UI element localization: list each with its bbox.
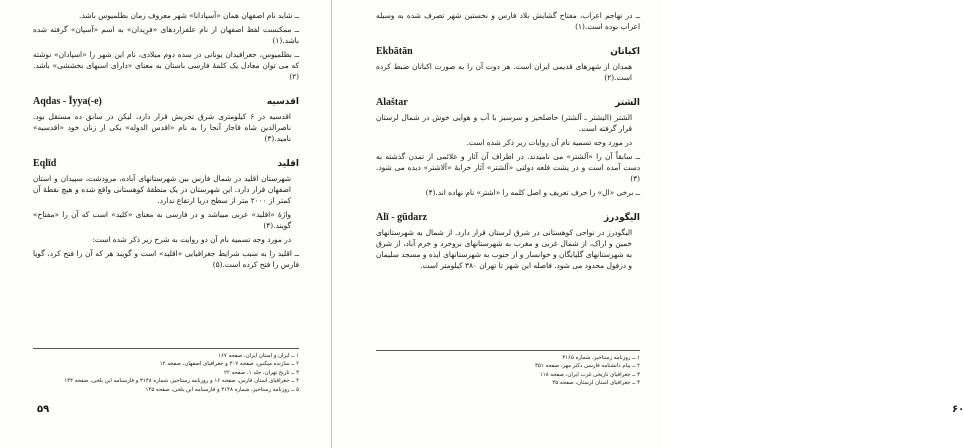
page-number: ۶۰ — [952, 404, 964, 415]
footnote: ۴ ــ جغرافیای استان فارس، صفحه ۱۶ و روزنامه رستاخیز، شماره ۳۱۴۸ و فارسنامه ابن بلخی، صفحه ۱۴۴ — [64, 378, 299, 385]
entry-paragraph: شهرستان اقلید در شمال فارس بین شهرستانهای آباده، مرودشت، سپیدان و استان اصفهان قرار دارد. این شهرستان در یک منطقهٔ کوهستانی واقع شده و هیچ نقطهٔ آن کمتر از ۲۰۰۰ متر از سطح دریا ارتفاع ندارد. — [33, 174, 291, 205]
entry-paragraph: ــ سابقاً آن را «آلشتر» می نامیدند. در اطراف آن آثار و علائمی از تمدن گذشته به دست آمده است و در پشت قلعه دولتی «آلشتر» آثار خرابهٔ «آلاشتر» دیده می شود.(۳) — [376, 152, 640, 183]
entry-paragraph: الیگودرز در نواحی کوهستانی در شرق لرستان قرار دارد. از شمال به شهرستانهای خمین و اراک، از شمال غربی و مغرب به شهرستانهای بروجرد و خرم آباد، از شرق به شهرستانهای گلپایگان و خوانسار و از جنوب به شهرستانهای ایذه و مسجد سلیمان و دزفول محدود می شود. فاصله این شهر تا تهران ۳۸۰ کیلومتر است. — [376, 228, 632, 270]
footnote: ۱ ــ روزنامه رستاخیز، شماره ۳۱۶۵ — [562, 355, 640, 361]
entry-latin-title: Alaštar — [376, 97, 408, 108]
entry-latin-title: Aqdas - Īyya(-e) — [33, 96, 102, 107]
intro-paragraph: ــ شاید نام اصفهان همان «آسپادانا» شهر معروف زمان بطلمیوس باشد. — [79, 11, 299, 20]
intro-paragraph: ــ بطلمیوس، جغرافیدان یونانی در سده دوم میلادی، نام این شهر را «اسپادان» نوشته که می توان معادل یک کلمهٔ فارسی باستان به معنای «دارای اسبهای بخششی» باشد.(۲) — [33, 50, 299, 81]
entry-latin-title: Ekbātān — [376, 46, 413, 57]
intro-paragraph: ــ ممکنست لفظ اصفهان از نام علفزاردهای «فرِیدان» به اسم «آسپان» گرفته شده باشد.(۱) — [33, 25, 299, 45]
entry-persian-title: اقلید — [277, 159, 299, 169]
entry-heading-alashtar — [376, 97, 640, 108]
entry-persian-title: الشتر — [615, 98, 640, 108]
entry-heading-aqdasiyya — [33, 96, 299, 107]
entry-paragraph: واژهٔ «اقلید» عربی میباشد و در فارسی به معنای «کلید» است که آن را «مفتاح» گویند.(۴) — [33, 210, 291, 230]
right-page-body — [376, 10, 640, 274]
entry-persian-title: اکباتان — [610, 47, 640, 57]
entry-paragraph: الشتر (الیشتر ـ آلشتر) حاصلخیز و سرسبز با آب و هوایی خوش در شمال لرستان قرار گرفته است. — [376, 113, 632, 133]
footnotes — [33, 348, 299, 394]
footnote: ۳ ــ جغرافیای تاریخی غرب ایران، صفحه ۱۱۸ — [539, 371, 640, 378]
entry-paragraph: ــ اقلید را به سبب شرایط جغرافیایی «اقلید» است و گویند هر که آن را فتح کرد، گویا فارس را فتح کرده است.(۵) — [33, 249, 299, 269]
entry-paragraph: اقدسیه در ۶ کیلومتری شرق تجریش قرار دارد، لیکن در سابق ده مستقل بود. ناصرالدین شاه قاجار آنجا را به نام «اقدس الدوله» یکی از زنان خود «اقدسیه» نامید.(۳) — [33, 112, 291, 143]
entry-paragraph: در مورد وجه تسمیه نام آن روایات زیر ذکر شده است. — [466, 138, 632, 147]
footnote: ۲ ــ سازنده میکنین، صفحه ۳۰۷ و جغرافیای اصفهان، صفحه ۱۲ — [159, 361, 299, 368]
intro-paragraph: ــ در تهاجم اعراب، مفتاح گشایش بلاد فارس و نخستین شهر تصرف شده به وسیله اعراب بوده است.(۱) — [376, 11, 640, 31]
left-page-body — [33, 10, 299, 273]
footnotes — [376, 350, 640, 388]
entry-latin-title: Eqlīd — [33, 158, 57, 169]
entry-heading-aligudarz — [376, 212, 640, 223]
entry-persian-title: الیگودرز — [604, 213, 640, 223]
footnote: ۵ ــ روزنامه رستاخیز، شماره ۳۱۴۸ و فارسنامه ابن بلخی، صفحه ۱۴۵ — [145, 386, 299, 393]
entry-heading-eqlid — [33, 158, 299, 169]
right-page — [332, 0, 964, 448]
footnote: ۲ ــ پیام دانشنامه فارسی دکتر مهر، صفحه ۳۵۱ — [535, 363, 640, 370]
footnote: ۳ ــ تاریخ تهران، جلد ۱، صفحه ۲۲ — [223, 369, 299, 376]
entry-paragraph: ــ برخی «ال» را حرف تعریف و اصل کلمه را «اشتر» نام نهاده اند.(۴) — [425, 188, 640, 197]
entry-latin-title: Alī - gūdarz — [376, 212, 428, 223]
entry-persian-title: اقدسیه — [266, 97, 299, 107]
entry-paragraph: همدان از شهرهای قدیمی ایران است. هر دوت آن را به صورت اکباتان ضبط کرده است.(۲) — [376, 62, 632, 82]
left-page — [0, 0, 331, 448]
page-number: ۵۹ — [37, 404, 50, 415]
entry-heading-ekbatan — [376, 46, 640, 57]
footnote: ۴ ــ جغرافیای استان لرستان، صفحه ۳۵ — [552, 380, 640, 387]
entry-paragraph: در مورد وجه تسمیه نام آن دو روایت به شرح زیر ذکر شده است: — [92, 235, 291, 244]
footnote: ۱ ــ ایران و استان ایران، صفحه ۱۶۷ — [218, 353, 299, 359]
